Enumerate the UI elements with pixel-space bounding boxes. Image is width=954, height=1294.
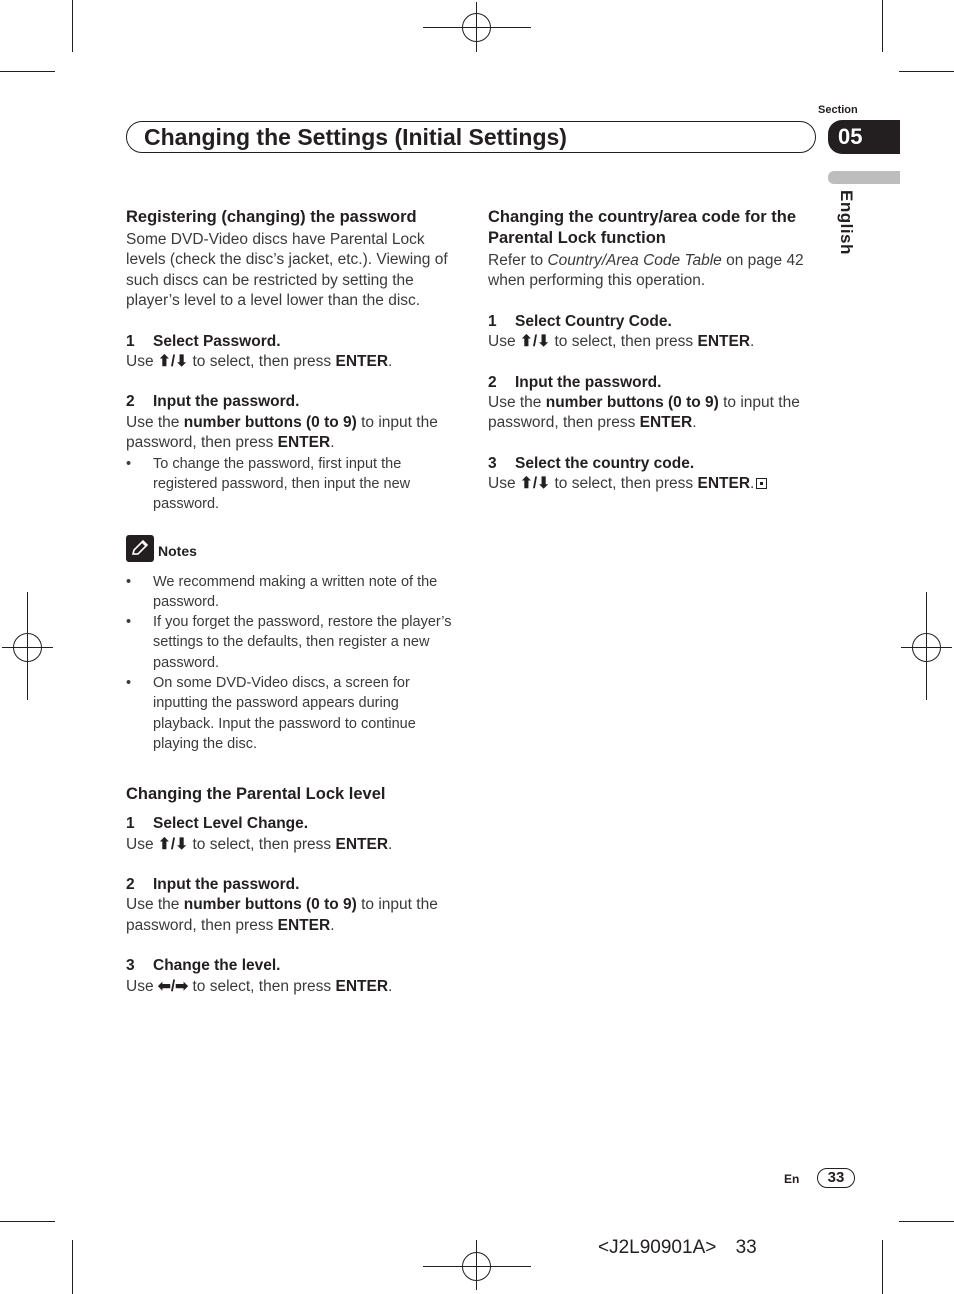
country-heading: Changing the country/area code for the Parental Lock function [488, 208, 797, 247]
country-step-2-text: Use the number buttons (0 to 9) to input the password, then press ENTER. [488, 394, 800, 432]
register-step-2-text: Use the number buttons (0 to 9) to input the password, then press ENTER. [126, 413, 438, 452]
level-step-1: 1 Select Level Change. [126, 815, 309, 833]
register-intro: Some DVD-Video discs have Parental Lock levels (check the disc’s jacket, etc.). Viewing of such discs can be restricted by setting the player’s level to a level lower than the disc. [126, 231, 448, 310]
level-heading: Changing the Parental Lock level [126, 785, 386, 804]
left-column [126, 207, 456, 997]
register-heading: Registering (changing) the password [126, 208, 417, 226]
register-step-2: 2 Input the password. [126, 393, 300, 411]
up-down-arrow-icon: ⬆/⬇ [519, 475, 551, 493]
level-step-1-text: Use ⬆/⬇ to select, then press ENTER. [126, 835, 393, 853]
note-item: • If you forget the password, restore the player’s settings to the defaults, then register a new password. [126, 612, 456, 673]
level-step-2: 2 Input the password. [126, 876, 300, 894]
left-right-arrow-icon: ⬅/➡ [157, 977, 189, 995]
page-number: 33 [817, 1168, 855, 1188]
note-item: • We recommend making a written note of the password. [126, 572, 456, 613]
register-step-1-text: Use ⬆/⬇ to select, then press ENTER. [126, 353, 393, 371]
country-step-3: 3 Select the country code. [488, 454, 695, 472]
section-label: Section [818, 104, 858, 116]
stop-square-icon [756, 478, 767, 489]
level-step-2-text: Use the number buttons (0 to 9) to input the password, then press ENTER. [126, 896, 438, 934]
note-item: • On some DVD-Video discs, a screen for inputting the password appears during playback. Input the password to continue playing the disc. [126, 673, 456, 754]
notes-list [126, 572, 456, 755]
country-step-3-text: Use ⬆/⬇ to select, then press ENTER. [488, 474, 810, 494]
footer-language: En [784, 1172, 800, 1186]
country-reference: Refer to Country/Area Code Table on page 42 when performing this operation. [488, 252, 804, 290]
notes-header [126, 535, 456, 562]
section-number: 05 [828, 120, 900, 154]
country-step-1: 1 Select Country Code. [488, 312, 672, 330]
notes-label: Notes [158, 543, 197, 560]
language-tab [828, 171, 900, 184]
page-title: Changing the Settings (Initial Settings) [144, 124, 567, 150]
level-step-3-text: Use ⬅/➡ to select, then press ENTER. [126, 977, 393, 995]
right-column [488, 207, 810, 495]
register-step-2-bullet: • To change the password, first input the registered password, then input the new password. [126, 454, 456, 515]
country-step-1-text: Use ⬆/⬇ to select, then press ENTER. [488, 333, 755, 351]
up-down-arrow-icon: ⬆/⬇ [519, 333, 551, 351]
register-step-1: 1 Select Password. [126, 332, 281, 350]
up-down-arrow-icon: ⬆/⬇ [157, 835, 189, 853]
document-code: <J2L90901A> 33 [598, 1237, 757, 1258]
language-label: English [837, 190, 856, 255]
up-down-arrow-icon: ⬆/⬇ [157, 353, 189, 371]
pencil-icon [126, 535, 154, 562]
level-step-3: 3 Change the level. [126, 957, 281, 975]
country-step-2: 2 Input the password. [488, 373, 662, 391]
